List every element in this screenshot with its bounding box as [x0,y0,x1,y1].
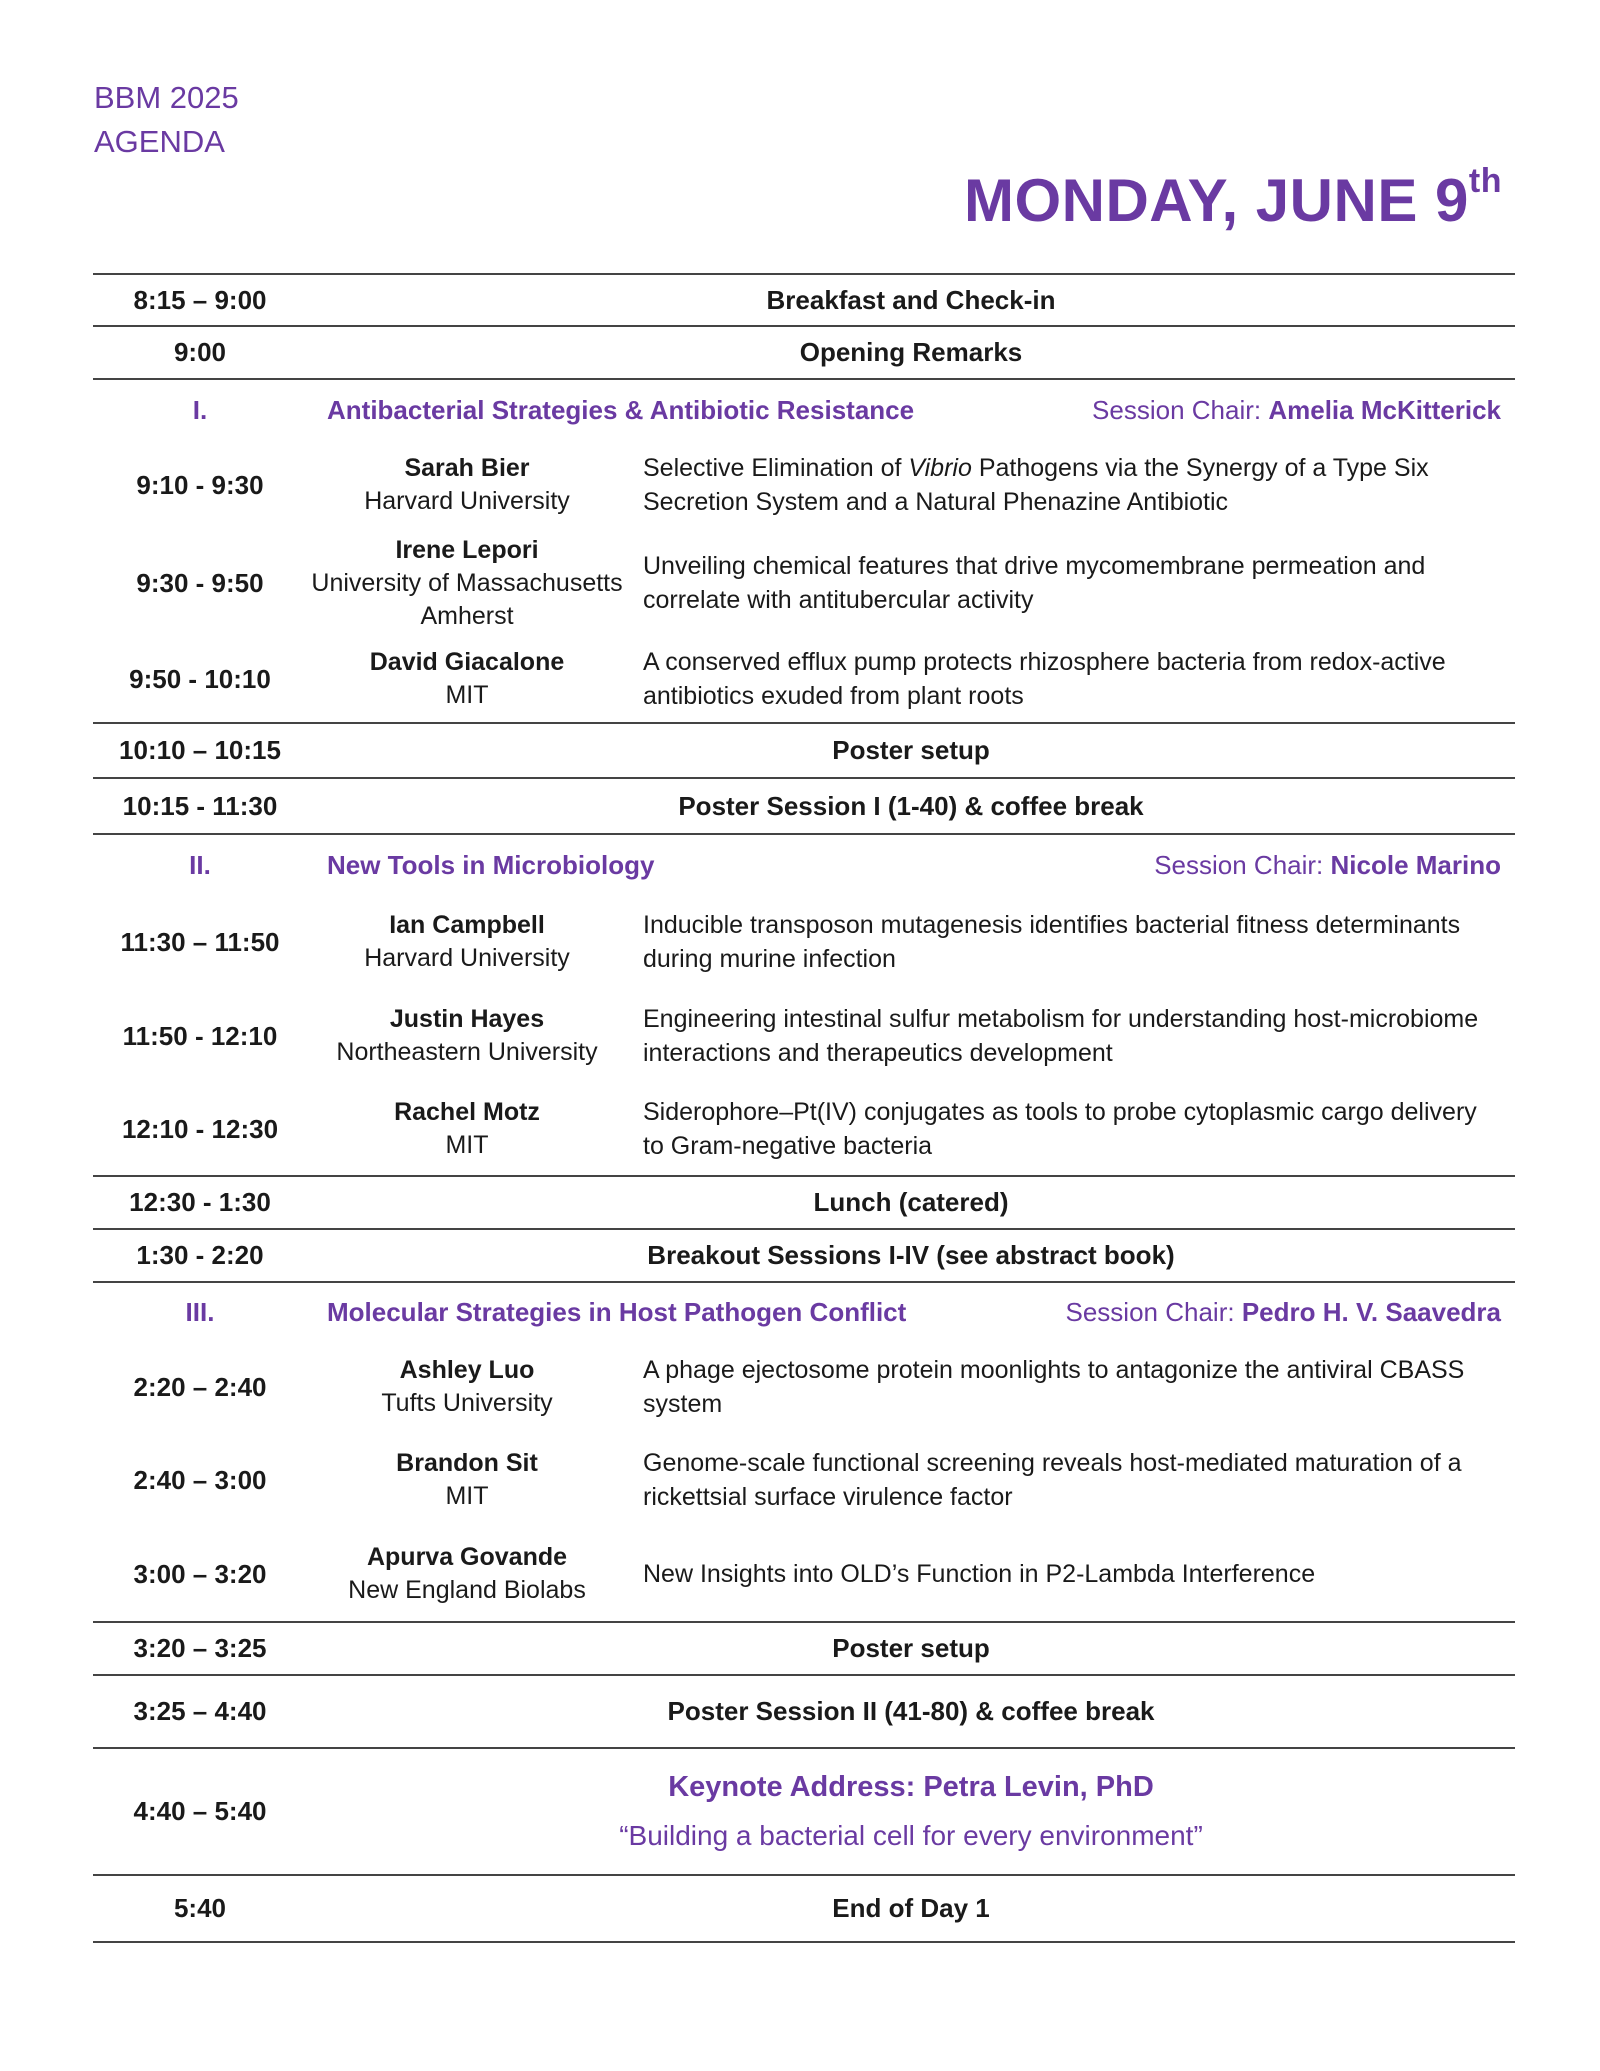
document-header [94,76,239,164]
talk-title: A phage ejectosome protein moonlights to antagonize the antiviral CBASS system [643,1356,1465,1418]
agenda-row-poster-session [93,1676,1515,1749]
talk-title-part: Pathogens via the Synergy of a Type Six Secretion System and a Natural Phenazine Antibiotic [643,454,1429,516]
agenda-row-poster-session [93,779,1515,835]
speaker [307,909,627,975]
event-name: BBM 2025 [94,80,239,115]
session-chair-label: Session Chair: [1092,394,1269,425]
row-label: Breakout Sessions I-IV (see abstract book) [647,1240,1175,1270]
session-title: Antibacterial Strategies & Antibiotic Resistance [327,394,915,425]
row-time: 8:15 – 9:00 [133,284,267,315]
talk-time: 3:00 – 3:20 [133,1558,267,1589]
session-title: New Tools in Microbiology [327,849,655,880]
session-header-3 [93,1283,1515,1341]
talk-time: 2:20 – 2:40 [133,1371,267,1402]
speaker-affiliation: MIT [445,1482,489,1510]
row-time: 12:30 - 1:30 [129,1187,271,1217]
row-time: 10:15 - 11:30 [122,790,278,821]
speaker-affiliation: Northeastern University [336,1038,598,1066]
speaker [307,1096,627,1162]
speaker-affiliation: Tufts University [381,1389,553,1417]
agenda-row-lunch [93,1177,1515,1230]
speaker-name: Rachel Motz [394,1098,540,1126]
session-chair-label: Session Chair: [1065,1296,1242,1327]
row-time: 10:10 – 10:15 [119,735,281,765]
speaker-affiliation: University of Massachusetts Amherst [311,568,623,630]
talk-title: Engineering intestinal sulfur metabolism for understanding host-microbiome interactions and therapeutics development [643,1005,1479,1067]
speaker [307,1003,627,1069]
talk-title: A conserved efflux pump protects rhizosphere bacteria from redox-active antibiotics exuded from plant roots [643,648,1446,710]
speaker [307,1447,627,1513]
talk-time: 11:50 - 12:10 [122,1020,278,1051]
row-time: 3:25 – 4:40 [133,1696,267,1726]
session-chair-name: Pedro H. V. Saavedra [1241,1296,1501,1327]
day-title-text: MONDAY, JUNE 9 [963,167,1469,234]
talk-row [93,989,1515,1083]
talk-title-part: Selective Elimination of [643,454,909,482]
session-header-2 [93,835,1515,895]
talk-time: 9:50 - 10:10 [129,663,271,694]
talk-title: Inducible transposon mutagenesis identifies bacterial fitness determinants during murine infection [643,911,1461,973]
row-label: Poster Session II (41-80) & coffee break [667,1696,1155,1726]
speaker [307,1541,627,1607]
agenda-row-poster-setup [93,724,1515,779]
session-chair [1154,850,1515,881]
row-time: 4:40 – 5:40 [133,1796,267,1826]
speaker-name: Sarah Bier [404,454,530,482]
row-label: Breakfast and Check-in [766,284,1056,315]
row-label: End of Day 1 [832,1893,990,1923]
talk-row [93,440,1515,530]
talk-title-italic: Vibrio [908,454,972,482]
talk-time: 12:10 - 12:30 [121,1113,279,1144]
speaker-affiliation: New England Biolabs [348,1576,586,1604]
speaker [307,534,627,633]
session-chair [1066,1297,1516,1328]
speaker-affiliation: Harvard University [364,944,570,972]
agenda-row-opening [93,327,1515,380]
speaker [307,646,627,712]
speaker-affiliation: MIT [445,1131,489,1159]
agenda-row-keynote [93,1749,1515,1876]
speaker-name: Ashley Luo [399,1356,535,1384]
talk-row [93,1433,1515,1527]
speaker-name: Irene Lepori [395,535,539,564]
speaker [307,452,627,518]
talk-row [93,1527,1515,1623]
keynote-talk-title: “Building a bacterial cell for every environment” [619,1820,1203,1851]
row-label: Poster Session I (1-40) & coffee break [678,790,1144,821]
talk-row [93,895,1515,989]
talk-title: New Insights into OLD’s Function in P2-Lambda Interference [643,1560,1316,1588]
row-time: 9:00 [173,337,227,367]
day-title-suffix: th [1468,162,1502,200]
talk-title: Unveiling chemical features that drive mycomembrane permeation and correlate with antitubercular activity [643,552,1426,614]
speaker-name: Ian Campbell [389,911,545,939]
speaker-name: Brandon Sit [396,1449,538,1477]
talk-time: 2:40 – 3:00 [133,1464,267,1495]
row-time: 3:20 – 3:25 [133,1633,267,1663]
speaker-name: Apurva Govande [366,1543,568,1571]
row-label: Poster setup [832,735,990,765]
talk-title: Siderophore–Pt(IV) conjugates as tools to probe cytoplasmic cargo delivery to Gram-negative bacteria [643,1098,1477,1160]
talk-time: 9:30 - 9:50 [136,567,264,598]
session-chair-name: Nicole Marino [1330,849,1501,880]
row-time: 5:40 [173,1893,227,1923]
document-type: AGENDA [94,124,225,159]
session-header-1 [93,380,1515,440]
talk-row [93,1083,1515,1177]
speaker-name: Justin Hayes [389,1005,545,1033]
session-number: III. [185,1296,215,1327]
speaker-name: David Giacalone [369,648,565,676]
talk-row [93,636,1515,724]
row-label: Poster setup [832,1633,990,1663]
session-title: Molecular Strategies in Host Pathogen Conflict [327,1296,907,1327]
day-title [963,162,1502,235]
session-chair-name: Amelia McKitterick [1268,394,1501,425]
row-label: Opening Remarks [799,337,1023,367]
talk-row [93,1341,1515,1433]
talk-time: 9:10 - 9:30 [136,469,264,500]
agenda-table [93,273,1515,1943]
agenda-row-breakout [93,1230,1515,1283]
row-time: 1:30 - 2:20 [136,1240,264,1270]
speaker-affiliation: MIT [445,681,489,709]
session-number: I. [192,394,208,425]
agenda-row-breakfast [93,275,1515,327]
row-label: Lunch (catered) [813,1187,1009,1217]
talk-title [627,451,1515,519]
keynote-title: Keynote Address: Petra Levin, PhD [668,1771,1154,1803]
talk-title: Genome-scale functional screening reveals host-mediated maturation of a rickettsial surface virulence factor [643,1449,1462,1511]
talk-row [93,530,1515,636]
agenda-row-poster-setup [93,1623,1515,1676]
speaker [307,1354,627,1420]
session-number: II. [189,849,211,880]
agenda-row-end [93,1876,1515,1943]
speaker-affiliation: Harvard University [364,487,570,515]
session-chair-label: Session Chair: [1154,849,1331,880]
session-chair [1092,395,1515,426]
keynote [307,1771,1515,1852]
talk-time: 11:30 – 11:50 [120,926,280,957]
